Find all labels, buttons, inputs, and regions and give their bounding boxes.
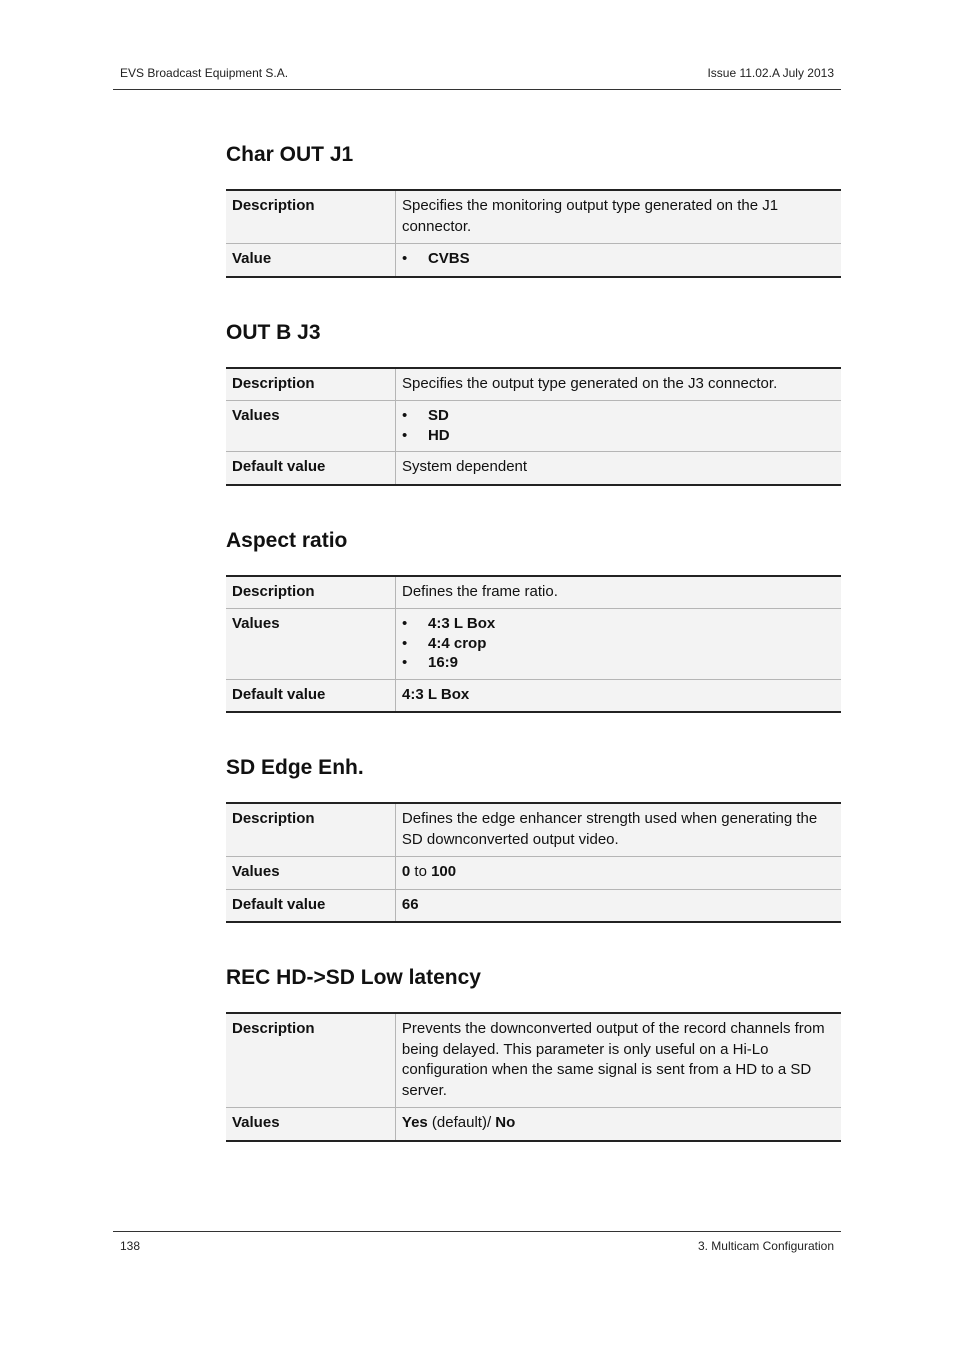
row-value: Specifies the output type generated on the J3 connector. [395, 368, 841, 401]
row-value [395, 857, 841, 890]
section-sd-edge-enh [226, 751, 841, 923]
row-value: Defines the frame ratio. [396, 576, 842, 609]
row-value: 4:3 L Box [396, 679, 842, 712]
range-separator: to [410, 863, 432, 880]
row-label: Values [226, 1108, 395, 1141]
range-max: 100 [431, 863, 457, 880]
row-value: Specifies the monitoring output type generated on the J1 connector. [395, 190, 841, 244]
table-row [226, 452, 841, 485]
parameter-table [226, 189, 841, 278]
table-row [226, 609, 841, 680]
row-label: Default value [226, 889, 395, 922]
row-label: Values [226, 401, 395, 452]
section-title: SD Edge Enh. [226, 756, 364, 779]
section-title: OUT B J3 [226, 320, 321, 344]
list-item: • HD [402, 426, 835, 446]
table-row [226, 401, 841, 452]
header-issue: Issue 11.02.A July 2013 [707, 66, 834, 80]
row-value: Prevents the downconverted output of the record channels from being delayed. This parameter is only useful on a Hi-Lo configuration when the same signal is sent from a HD to a SD server. [395, 1013, 841, 1108]
list-item: • CVBS [402, 249, 835, 269]
section-rec-hd-sd-low-latency [226, 961, 841, 1142]
parameter-table [226, 802, 841, 923]
table-row [226, 679, 841, 712]
table-row [226, 1108, 841, 1141]
page-content [226, 138, 841, 1180]
parameter-table [226, 1012, 841, 1142]
row-value: 66 [395, 889, 841, 922]
page-footer [113, 1231, 841, 1259]
range-min: 0 [401, 863, 411, 880]
value-list [402, 614, 835, 673]
row-value: System dependent [395, 452, 841, 485]
list-item: • 4:4 crop [402, 634, 835, 654]
row-label: Description [226, 803, 395, 857]
section-char-out-j1 [226, 138, 841, 278]
row-label: Description [226, 190, 395, 244]
list-item: • 16:9 [402, 653, 835, 673]
section-title: REC HD->SD Low latency [226, 966, 481, 989]
row-label: Default value [226, 679, 396, 712]
table-row [226, 889, 841, 922]
chapter-title: 3. Multicam Configuration [697, 1239, 834, 1253]
option-yes: Yes [401, 1114, 428, 1131]
section-title: Char OUT J1 [226, 143, 354, 166]
row-label: Description [226, 576, 396, 609]
section-out-b-j3 [226, 316, 841, 486]
row-label: Values [226, 857, 395, 890]
list-item: • 4:3 L Box [402, 614, 835, 634]
option-separator: (default)/ [427, 1114, 496, 1131]
row-label: Description [226, 368, 395, 401]
row-value [395, 1108, 841, 1141]
table-row [226, 576, 841, 609]
value-list [402, 406, 835, 445]
row-value [395, 401, 841, 452]
table-row [226, 803, 841, 857]
section-title: Aspect ratio [226, 528, 348, 552]
table-row [226, 857, 841, 890]
row-label: Values [226, 609, 396, 680]
value-list [402, 249, 835, 269]
row-value [396, 609, 842, 680]
row-label: Description [226, 1013, 395, 1108]
list-item: • SD [402, 406, 835, 426]
table-row [226, 368, 841, 401]
parameter-table [226, 367, 841, 486]
table-row [226, 244, 841, 277]
table-row [226, 190, 841, 244]
page-number: 138 [120, 1239, 141, 1253]
parameter-table [226, 575, 841, 714]
page-header [113, 62, 841, 90]
row-label: Default value [226, 452, 395, 485]
row-value [395, 244, 841, 277]
row-label: Value [226, 244, 395, 277]
option-no: No [495, 1114, 516, 1131]
table-row [226, 1013, 841, 1108]
header-company: EVS Broadcast Equipment S.A. [120, 66, 289, 80]
section-aspect-ratio [226, 524, 841, 714]
row-value: Defines the edge enhancer strength used when generating the SD downconverted output video. [395, 803, 841, 857]
